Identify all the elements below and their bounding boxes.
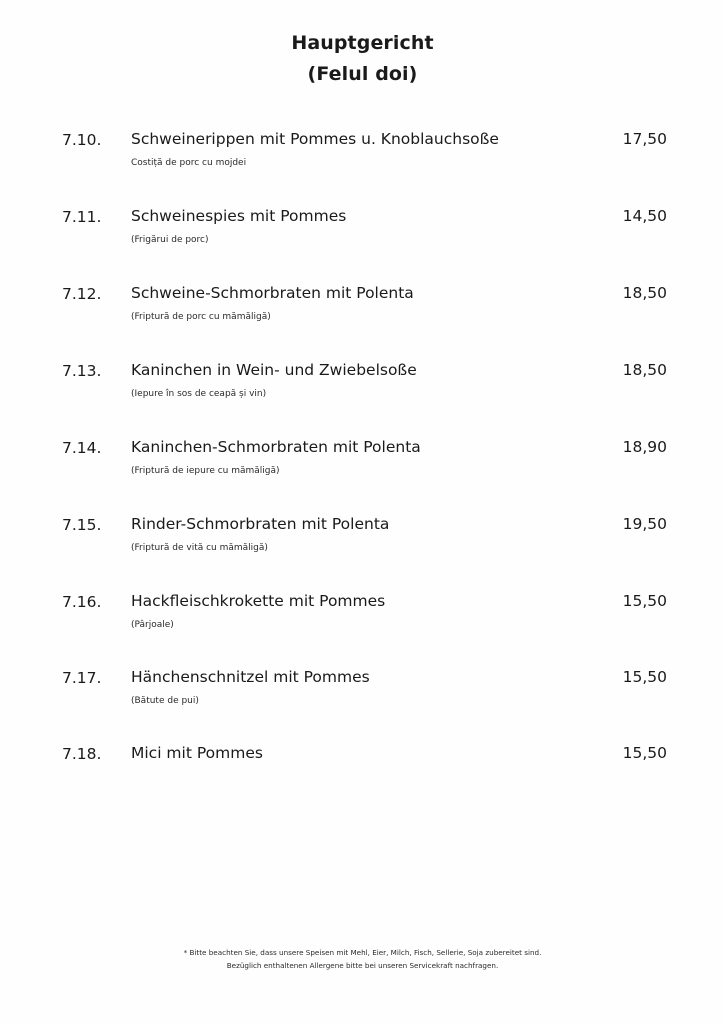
item-price: 17,50	[622, 130, 667, 148]
allergen-footnote-second-line: Bezüglich enthaltenen Allergene bitte bei unseren Servicekraft nachfragen.	[226, 961, 499, 970]
item-translation: (Friptură de vită cu mămăligă)	[131, 543, 268, 553]
menu-item-7-14	[0, 439, 725, 499]
item-name: Schweinespies mit Pommes	[131, 207, 347, 225]
item-number: 7.18.	[62, 745, 102, 763]
item-translation: (Iepure în sos de ceapă și vin)	[131, 389, 267, 399]
item-name: Schweine-Schmorbraten mit Polenta	[131, 284, 414, 302]
item-number: 7.15.	[62, 516, 102, 534]
item-translation: (Friptură de iepure cu mămăligă)	[131, 466, 280, 476]
item-number: 7.14.	[62, 439, 102, 457]
menu-item-7-11	[0, 208, 725, 268]
item-translation: (Pârjoale)	[131, 620, 174, 630]
item-price: 15,50	[622, 592, 667, 610]
item-number: 7.17.	[62, 669, 102, 687]
item-number: 7.12.	[62, 285, 102, 303]
item-name: Schweinerippen mit Pommes u. Knoblauchsoße	[131, 130, 499, 148]
item-translation: Costiță de porc cu mojdei	[131, 158, 247, 168]
item-number: 7.13.	[62, 362, 102, 380]
item-name: Mici mit Pommes	[131, 744, 263, 762]
item-price: 14,50	[622, 207, 667, 225]
item-price: 15,50	[622, 668, 667, 686]
allergen-footnote: * Bitte beachten Sie, dass unsere Speisen mit Mehl, Eier, Milch, Fisch, Sellerie, Soja zubereitet sind.	[183, 948, 542, 957]
item-translation: (Bătute de pui)	[131, 696, 199, 706]
item-price: 18,90	[622, 438, 667, 456]
page-title: Hauptgericht	[291, 32, 434, 54]
item-price: 19,50	[622, 515, 667, 533]
item-number: 7.11.	[62, 208, 102, 226]
item-translation: (Frigărui de porc)	[131, 235, 209, 245]
menu-item-7-15	[0, 516, 725, 576]
page-subtitle: (Felul doi)	[307, 63, 418, 85]
item-name: Hackfleischkrokette mit Pommes	[131, 592, 386, 610]
item-number: 7.16.	[62, 593, 102, 611]
item-name: Kaninchen in Wein- und Zwiebelsoße	[131, 361, 417, 379]
menu-item-7-10	[0, 131, 725, 191]
menu-item-7-17	[0, 669, 725, 729]
menu-item-7-12	[0, 285, 725, 345]
item-price: 18,50	[622, 284, 667, 302]
menu-item-7-18	[0, 745, 725, 805]
item-number: 7.10.	[62, 131, 102, 149]
item-translation: (Friptură de porc cu mămăligă)	[131, 312, 271, 322]
item-name: Kaninchen-Schmorbraten mit Polenta	[131, 438, 421, 456]
item-price: 15,50	[622, 744, 667, 762]
menu-item-7-13	[0, 362, 725, 422]
item-name: Hänchenschnitzel mit Pommes	[131, 668, 370, 686]
item-price: 18,50	[622, 361, 667, 379]
menu-item-7-16	[0, 593, 725, 653]
item-name: Rinder-Schmorbraten mit Polenta	[131, 515, 390, 533]
